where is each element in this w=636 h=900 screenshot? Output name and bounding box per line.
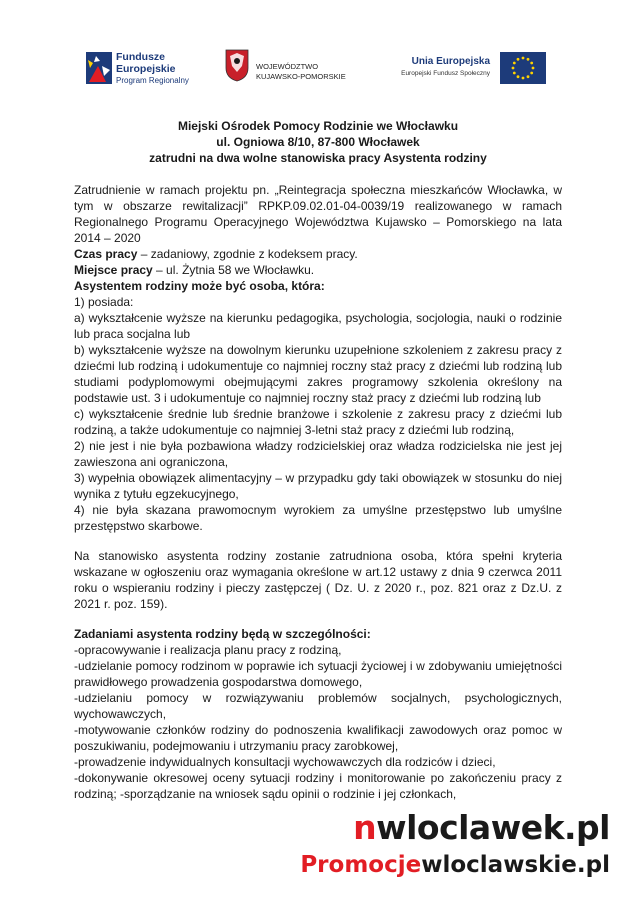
requirement-item: 2) nie jest i nie była pozbawiona władzy rodzicielskiej oraz władza rodzicielska nie jest jej zawieszona ani ograniczona, xyxy=(74,439,562,469)
requirement-item: a) wykształcenie wyższe na kierunku pedagogika, psychologia, socjologia, nauki o rodzinie lub praca socjalna lub xyxy=(74,311,562,341)
heading-line3: zatrudni na dwa wolne stanowiska pracy Asystenta rodziny xyxy=(149,151,487,165)
document-body xyxy=(74,182,562,802)
fe-line2: Europejskie xyxy=(116,63,176,75)
requirement-item: c) wykształcenie średnie lub średnie branżowe i szkolenie z zakresu pracy z dziećmi lub rodziną, a także udokumentuje co najmniej 3-letni staż pracy z dziećmi lub rodziną, xyxy=(74,407,562,437)
spacer xyxy=(74,612,562,626)
eu-flag-icon xyxy=(500,52,546,84)
logo-bar xyxy=(0,44,636,104)
document-heading xyxy=(0,118,636,166)
crest-icon xyxy=(224,48,250,82)
wojewodztwo-logo xyxy=(224,48,374,92)
work-time-text: – zadaniowy, zgodnie z kodeksem pracy. xyxy=(137,247,358,261)
task-item: -udzielaniu pomocy w rozwiązywaniu problemów socjalnych, psychologicznych, wychowawczych, xyxy=(74,691,562,721)
woj-line2: KUJAWSKO-POMORSKIE xyxy=(256,72,346,81)
requirements-title xyxy=(74,278,562,294)
fe-star-icon xyxy=(86,52,112,84)
task-item: -udzielanie pomocy rodzinom w poprawie ich sytuacji życiowej i w zdobywaniu umiejętności prawidłowego prowadzenia gospodarstwa domowego, xyxy=(74,659,562,689)
requirement-item: 3) wypełnia obowiązek alimentacyjny – w przypadku gdy taki obowiązek w stosunku do niej wynika z tytułu egzekucyjnego, xyxy=(74,471,562,501)
watermark-promo-rest: wloclawskie.pl xyxy=(421,852,610,878)
criteria-paragraph: Na stanowisko asystenta rodziny zostanie zatrudniona osoba, która spełni kryteria wskazane w ogłoszeniu oraz wymagania określone w art.12 ustawy z dnia 9 czerwca 2011 roku o wspieraniu rodziny i pieczy zastępczej ( Dz. U. z 2020 r., poz. 821 oraz z Dz.U. z 2021 r. poz. 159). xyxy=(74,549,562,611)
task-item: -opracowywanie i realizacja planu pracy z rodziną, xyxy=(74,643,342,657)
fe-line1: Fundusze xyxy=(116,51,165,63)
task-item: -dokonywanie okresowej oceny sytuacji rodziny i monitorowanie po zakończeniu pracy z rodziną; -sporządzanie na wniosek sądu opinii o rodzinie i jej członkach, xyxy=(74,771,562,801)
work-place-text: – ul. Żytnia 58 we Włocławku. xyxy=(152,263,315,277)
watermark-rest: wloclawek.pl xyxy=(376,808,610,847)
unia-europejska-logo xyxy=(396,50,546,90)
work-place-label: Miejsce pracy xyxy=(74,263,153,277)
fe-line3: Program Regionalny xyxy=(116,76,189,85)
requirement-item: 1) posiada: xyxy=(74,295,134,309)
ue-line1: Unia Europejska xyxy=(411,56,490,67)
requirements-title-text: Asystentem rodziny może być osoba, która: xyxy=(74,279,325,293)
heading-line1: Miejski Ośrodek Pomocy Rodzinie we Włocławku xyxy=(177,119,459,133)
tasks-title xyxy=(74,626,562,642)
work-time-label: Czas pracy xyxy=(74,247,138,261)
ue-line2: Europejski Fundusz Społeczny xyxy=(401,70,490,77)
task-item: -prowadzenie indywidualnych konsultacji wychowawczych dla rodziców i dzieci, xyxy=(74,755,496,769)
watermark-promo: Promocje xyxy=(300,852,422,878)
fundusze-europejskie-logo xyxy=(86,52,216,92)
heading-line2: ul. Ogniowa 8/10, 87-800 Włocławek xyxy=(216,135,420,149)
watermark-n: n xyxy=(353,808,377,847)
watermark-promocje xyxy=(300,852,610,878)
woj-line1: WOJEWÓDZTWO xyxy=(256,62,319,71)
requirement-item: 4) nie była skazana prawomocnym wyrokiem za umyślne przestępstwo lub umyślne przestępstwo skarbowe. xyxy=(74,503,562,533)
spacer xyxy=(74,534,562,548)
tasks-title-text: Zadaniami asystenta rodziny będą w szczególności: xyxy=(74,627,371,641)
work-time xyxy=(74,246,562,262)
requirement-item: b) wykształcenie wyższe na dowolnym kierunku uzupełnione szkoleniem z zakresu pracy z dziećmi lub rodziną i udokumentuje co najmniej roczny staż pracy z dziećmi lub rodziną lub studiami podyplomowymi obejmującymi zakres programowy szkolenia określony na podstawie ust. 3 i udokumentuje co najmniej roczny staż pracy z dziećmi lub rodziną lub xyxy=(74,343,562,405)
task-item: -motywowanie członków rodziny do podnoszenia kwalifikacji zawodowych oraz pomoc w poszukiwaniu, podejmowaniu i utrzymaniu pracy zarobkowej, xyxy=(74,723,562,753)
intro-paragraph: Zatrudnienie w ramach projektu pn. „Reintegracja społeczna mieszkańców Włocławka, w tym w obszarze rewitalizacji” RPKP.09.02.01-04-0039/19 realizowanego w ramach Regionalnego Programu Operacyjnego Województwa Kujawsko – Pomorskiego na lata 2014 – 2020 xyxy=(74,183,562,245)
work-place xyxy=(74,262,562,278)
watermark-wloclawek xyxy=(353,808,610,847)
